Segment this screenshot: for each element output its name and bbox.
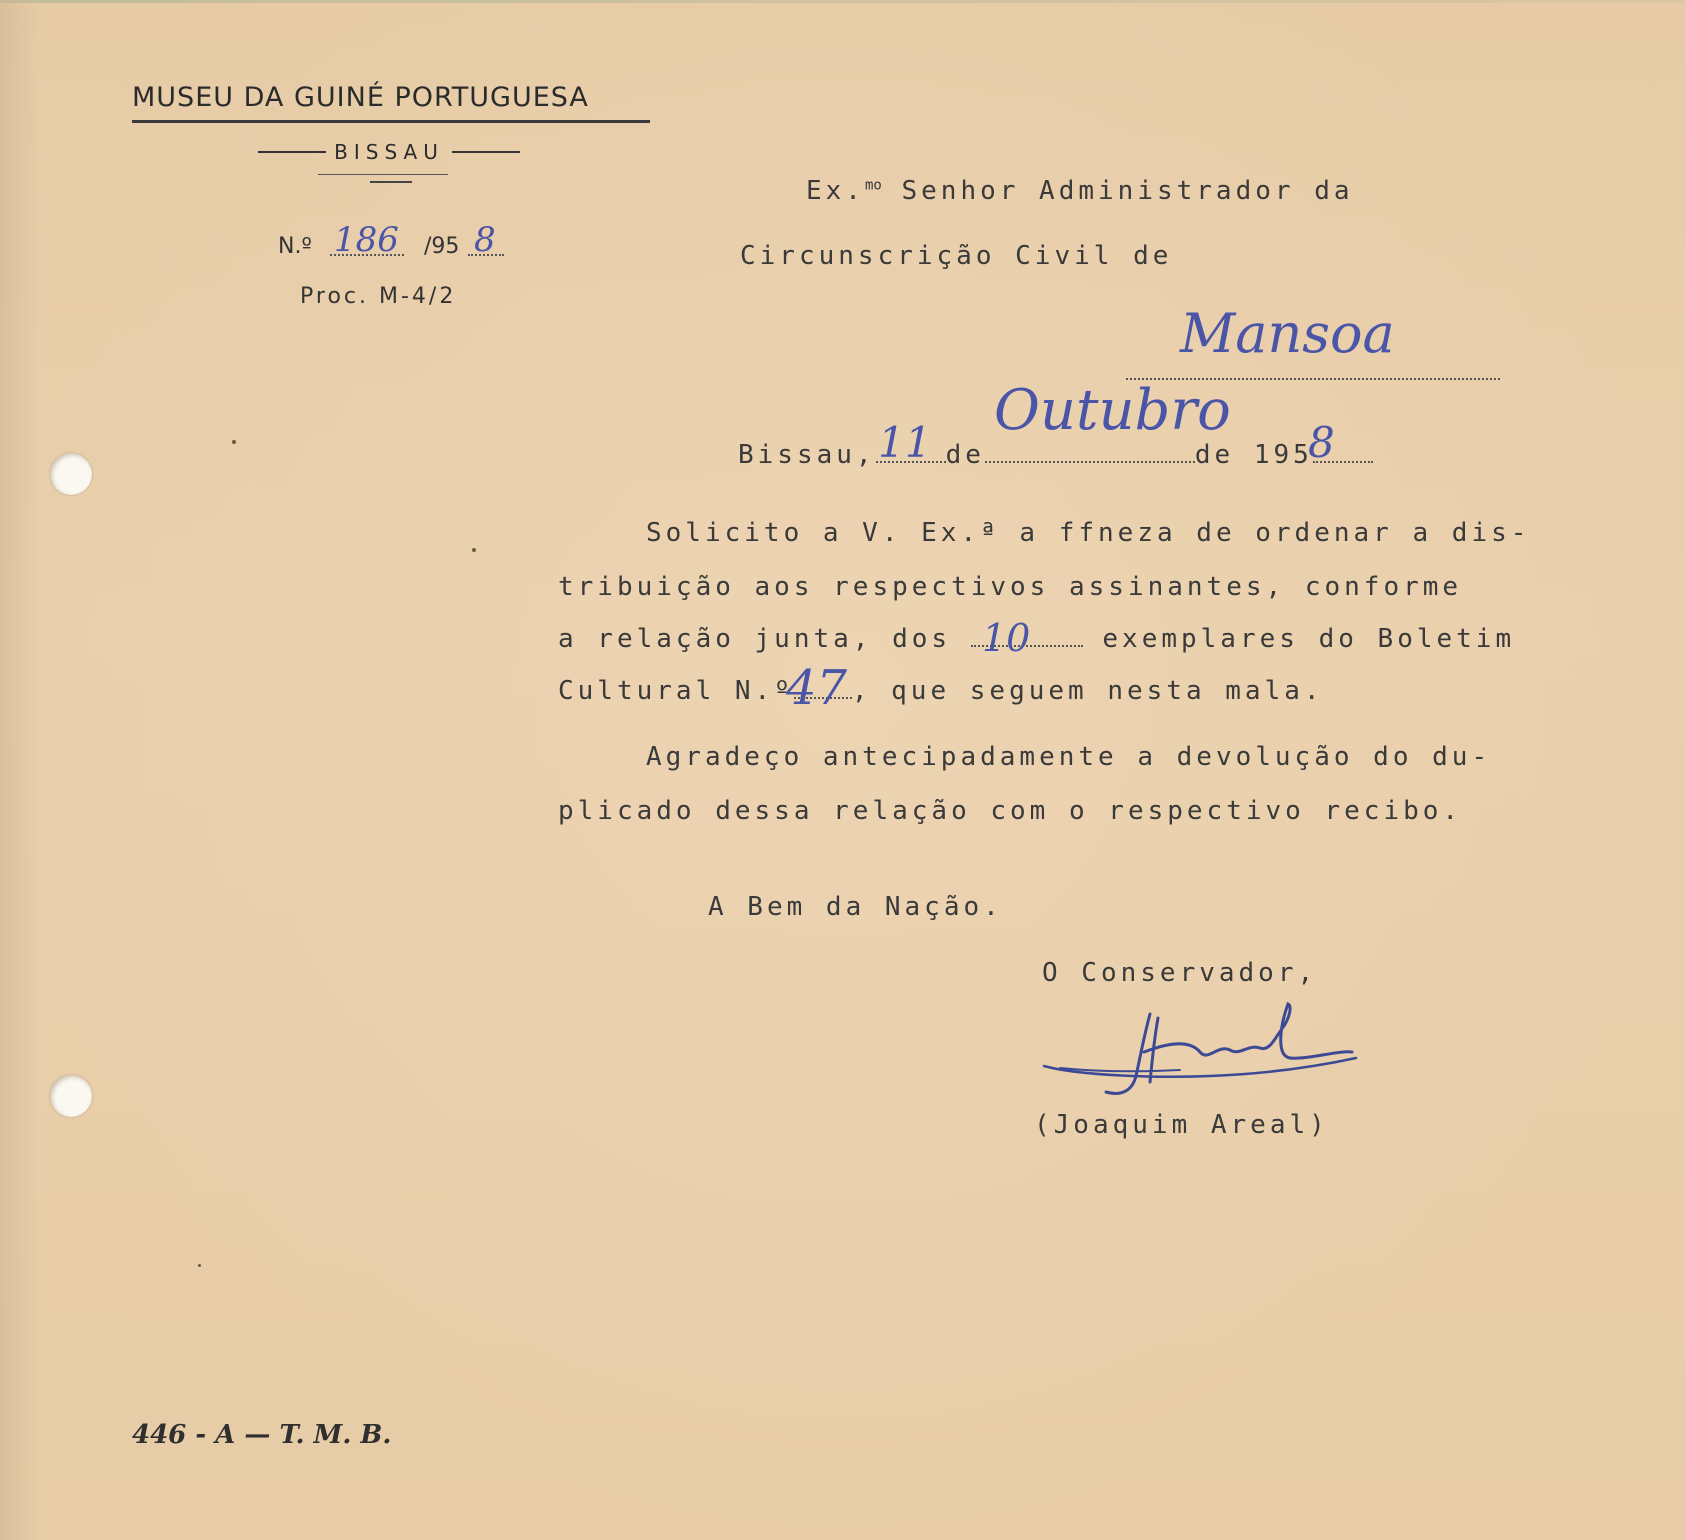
closing-name: (Joaquim Areal) <box>1034 1110 1329 1140</box>
date-day-handwritten: 11 <box>878 418 932 467</box>
reference-number-label: N.º <box>278 234 312 259</box>
body-p1-line-4 <box>558 676 1324 706</box>
address-title-superscript: mo <box>864 177 882 194</box>
date-line <box>738 440 1373 470</box>
reference-number <box>278 220 518 266</box>
letterhead-city-block <box>258 140 520 164</box>
body-p2-line-2: plicado dessa relação com o respectivo recibo. <box>558 796 1463 826</box>
body-p1-line-3-start: a relação junta, dos <box>558 624 952 654</box>
footer-print-code: 446 - A — T. M. B. <box>132 1420 392 1450</box>
reference-year-prefix: /95 <box>424 234 460 259</box>
date-place: Bissau, <box>738 440 876 470</box>
copies-handwritten: 10 <box>982 616 1031 660</box>
address-place-handwritten: Mansoa <box>1180 302 1395 365</box>
date-month-dots <box>985 460 1195 463</box>
address-line-1-rest: Senhor Administrador da <box>881 176 1354 206</box>
body-p1-line-3 <box>558 624 1515 654</box>
letterhead-dash-right <box>452 151 520 153</box>
reference-number-handwritten: 186 <box>334 220 399 260</box>
address-line-1 <box>806 176 1354 206</box>
letterhead-rule <box>132 120 650 123</box>
process-reference: Proc. M-4/2 <box>300 284 457 309</box>
letterhead-dash-left <box>258 151 326 153</box>
body-p2-line-1: Agradeço antecipadamente a devolução do du- <box>646 742 1492 772</box>
body-p1-line-3-end: exemplares do Boletim <box>1102 624 1516 654</box>
paper-speck <box>472 548 476 552</box>
body-p1-line-1: Solicito a V. Ex.ª a ffneza de ordenar a dis- <box>646 518 1531 548</box>
date-year-handwritten: 8 <box>1308 418 1335 467</box>
body-p1-line-4-start: Cultural N.º <box>558 676 794 706</box>
body-p1-line-2: tribuição aos respectivos assinantes, conforme <box>558 572 1463 602</box>
letterhead-city: BISSAU <box>334 140 444 164</box>
address-title: Ex. <box>806 176 865 206</box>
body-p1-line-4-end: , que seguem nesta mala. <box>851 676 1324 706</box>
letterhead-short-rule <box>370 181 412 183</box>
closing-role: O Conservador, <box>1042 958 1318 988</box>
closing-salutation: A Bem da Nação. <box>708 892 1003 922</box>
paper-top-edge <box>0 0 1685 3</box>
letterhead-institution: MUSEU DA GUINÉ PORTUGUESA <box>132 82 589 113</box>
punch-hole-bottom <box>50 1075 92 1117</box>
letterhead-thin-rule <box>318 174 448 175</box>
signature <box>1040 996 1360 1106</box>
reference-year-handwritten: 8 <box>474 220 496 260</box>
date-de-2: de 195 <box>1194 440 1313 470</box>
date-month-handwritten: Outubro <box>994 378 1231 443</box>
paper-left-shade <box>0 0 40 1540</box>
address-line-2: Circunscrição Civil de <box>740 241 1173 271</box>
paper-speck <box>198 1264 201 1267</box>
paper-speck <box>232 440 236 444</box>
date-de-1: de <box>945 440 985 470</box>
punch-hole-top <box>50 453 92 495</box>
boletim-number-handwritten: 47 <box>786 660 848 716</box>
